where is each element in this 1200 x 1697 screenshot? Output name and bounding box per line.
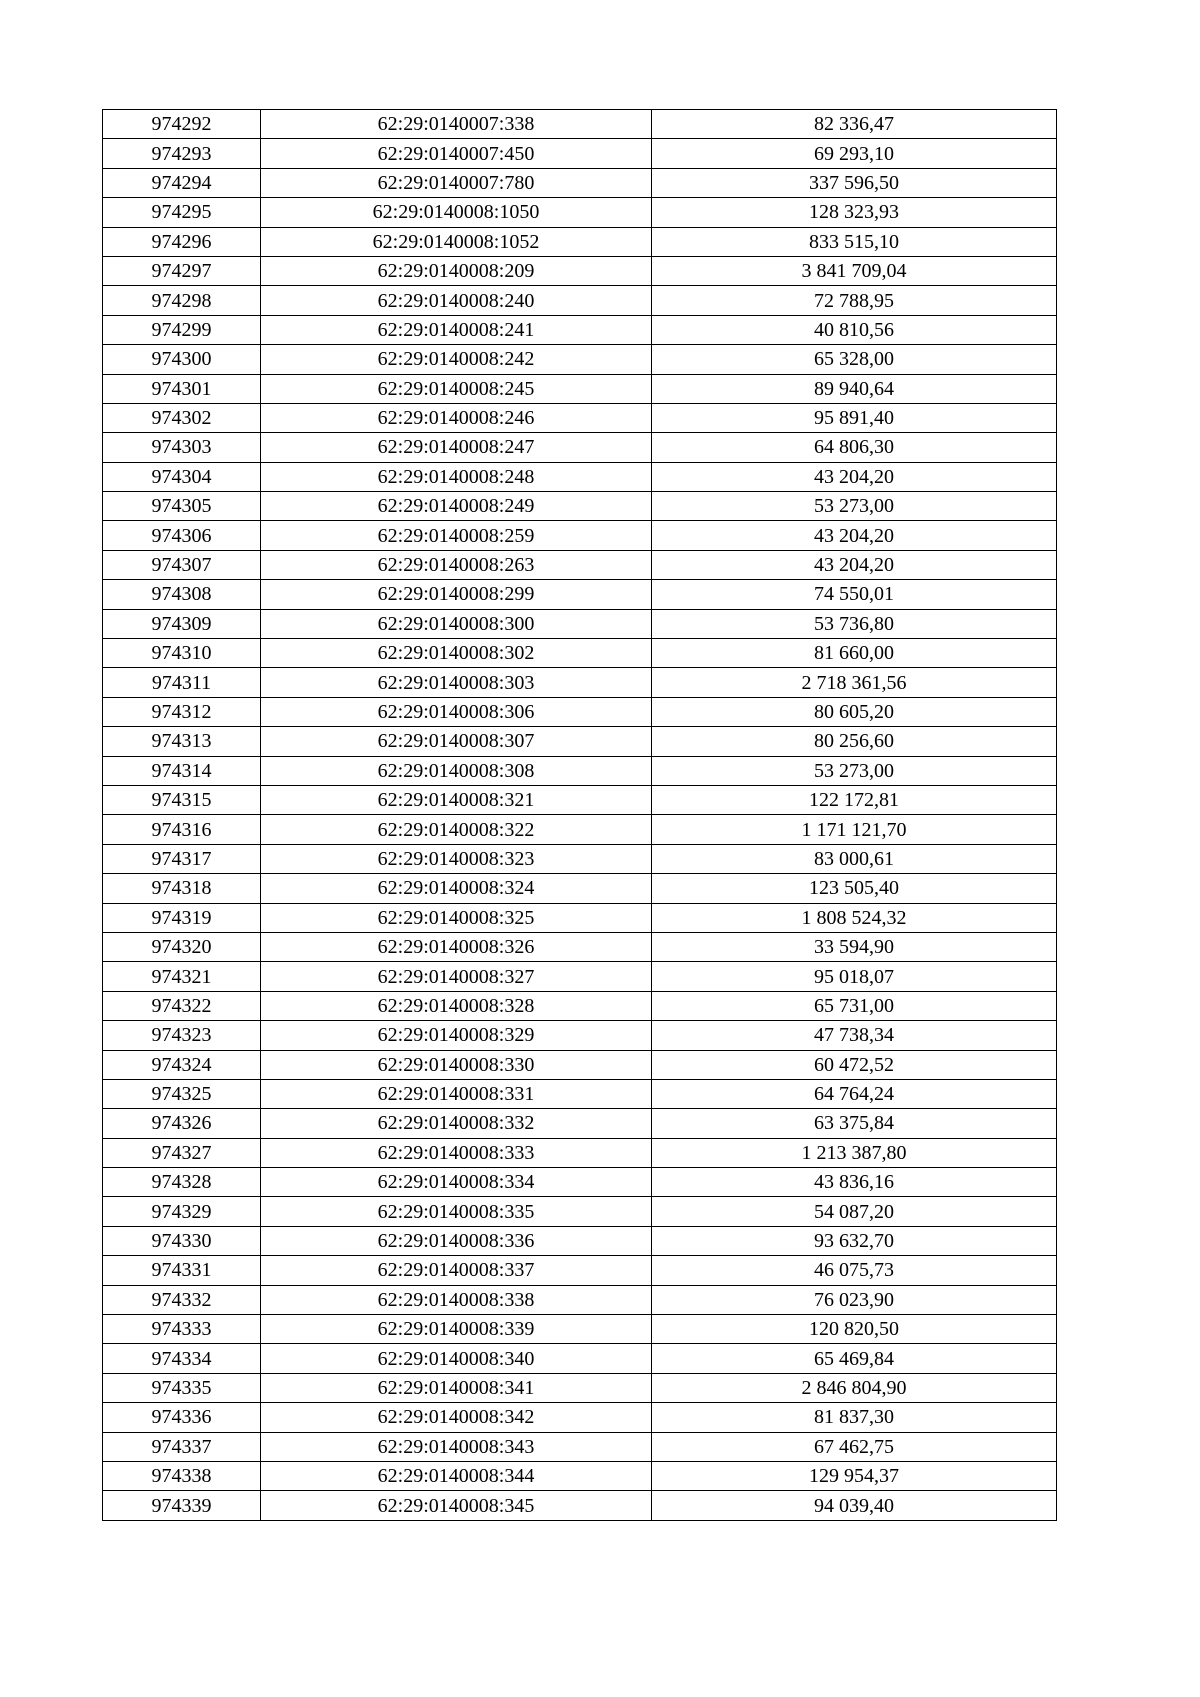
cadastral-number-cell: 62:29:0140008:303 — [261, 668, 652, 697]
table-row — [103, 462, 1057, 491]
cadastral-value-table — [102, 109, 1057, 1521]
cadastral-number-cell: 62:29:0140008:327 — [261, 962, 652, 991]
cadastral-value-cell: 53 736,80 — [652, 609, 1057, 638]
cadastral-number-cell: 62:29:0140008:337 — [261, 1256, 652, 1285]
row-number-cell: 974298 — [103, 286, 261, 315]
row-number-cell: 974308 — [103, 580, 261, 609]
row-number-cell: 974327 — [103, 1138, 261, 1167]
cadastral-value-cell: 80 256,60 — [652, 727, 1057, 756]
cadastral-value-cell: 129 954,37 — [652, 1461, 1057, 1490]
cadastral-value-cell: 54 087,20 — [652, 1197, 1057, 1226]
row-number-cell: 974317 — [103, 844, 261, 873]
cadastral-number-cell: 62:29:0140008:306 — [261, 697, 652, 726]
table-row — [103, 1256, 1057, 1285]
table-row — [103, 286, 1057, 315]
row-number-cell: 974325 — [103, 1079, 261, 1108]
table-row — [103, 1432, 1057, 1461]
cadastral-number-cell: 62:29:0140008:339 — [261, 1315, 652, 1344]
cadastral-number-cell: 62:29:0140008:332 — [261, 1109, 652, 1138]
table-row — [103, 345, 1057, 374]
cadastral-number-cell: 62:29:0140008:240 — [261, 286, 652, 315]
row-number-cell: 974334 — [103, 1344, 261, 1373]
cadastral-number-cell: 62:29:0140008:338 — [261, 1285, 652, 1314]
cadastral-value-cell: 122 172,81 — [652, 785, 1057, 814]
cadastral-value-cell: 53 273,00 — [652, 492, 1057, 521]
cadastral-value-cell: 47 738,34 — [652, 1021, 1057, 1050]
cadastral-value-cell: 80 605,20 — [652, 697, 1057, 726]
cadastral-value-cell: 337 596,50 — [652, 168, 1057, 197]
table-row — [103, 639, 1057, 668]
cadastral-value-cell: 69 293,10 — [652, 139, 1057, 168]
row-number-cell: 974319 — [103, 903, 261, 932]
cadastral-number-cell: 62:29:0140008:1052 — [261, 227, 652, 256]
table-row — [103, 256, 1057, 285]
cadastral-number-cell: 62:29:0140008:300 — [261, 609, 652, 638]
table-row — [103, 1373, 1057, 1402]
cadastral-number-cell: 62:29:0140008:248 — [261, 462, 652, 491]
cadastral-value-cell: 95 891,40 — [652, 403, 1057, 432]
cadastral-number-cell: 62:29:0140007:450 — [261, 139, 652, 168]
row-number-cell: 974318 — [103, 874, 261, 903]
cadastral-value-cell: 1 171 121,70 — [652, 815, 1057, 844]
table-row — [103, 521, 1057, 550]
row-number-cell: 974320 — [103, 932, 261, 961]
cadastral-number-cell: 62:29:0140008:331 — [261, 1079, 652, 1108]
table-row — [103, 1138, 1057, 1167]
cadastral-value-cell: 81 837,30 — [652, 1403, 1057, 1432]
table-row — [103, 697, 1057, 726]
table-row — [103, 403, 1057, 432]
cadastral-value-cell: 43 204,20 — [652, 550, 1057, 579]
row-number-cell: 974310 — [103, 639, 261, 668]
cadastral-value-cell: 83 000,61 — [652, 844, 1057, 873]
cadastral-value-cell: 65 731,00 — [652, 991, 1057, 1020]
cadastral-number-cell: 62:29:0140008:336 — [261, 1226, 652, 1255]
cadastral-number-cell: 62:29:0140008:334 — [261, 1168, 652, 1197]
row-number-cell: 974313 — [103, 727, 261, 756]
table-row — [103, 492, 1057, 521]
row-number-cell: 974311 — [103, 668, 261, 697]
table-row — [103, 1168, 1057, 1197]
cadastral-number-cell: 62:29:0140008:322 — [261, 815, 652, 844]
cadastral-number-cell: 62:29:0140008:323 — [261, 844, 652, 873]
cadastral-value-cell: 72 788,95 — [652, 286, 1057, 315]
cadastral-number-cell: 62:29:0140007:338 — [261, 110, 652, 139]
row-number-cell: 974299 — [103, 315, 261, 344]
cadastral-value-cell: 833 515,10 — [652, 227, 1057, 256]
cadastral-number-cell: 62:29:0140008:241 — [261, 315, 652, 344]
table-row — [103, 1403, 1057, 1432]
table-row — [103, 932, 1057, 961]
cadastral-number-cell: 62:29:0140008:328 — [261, 991, 652, 1020]
table-row — [103, 756, 1057, 785]
cadastral-value-cell: 40 810,56 — [652, 315, 1057, 344]
row-number-cell: 974329 — [103, 1197, 261, 1226]
row-number-cell: 974336 — [103, 1403, 261, 1432]
cadastral-value-cell: 94 039,40 — [652, 1491, 1057, 1520]
row-number-cell: 974293 — [103, 139, 261, 168]
cadastral-value-cell: 123 505,40 — [652, 874, 1057, 903]
cadastral-value-cell: 81 660,00 — [652, 639, 1057, 668]
cadastral-value-cell: 74 550,01 — [652, 580, 1057, 609]
row-number-cell: 974315 — [103, 785, 261, 814]
cadastral-number-cell: 62:29:0140008:1050 — [261, 198, 652, 227]
row-number-cell: 974300 — [103, 345, 261, 374]
cadastral-number-cell: 62:29:0140008:344 — [261, 1461, 652, 1490]
table-row — [103, 580, 1057, 609]
row-number-cell: 974307 — [103, 550, 261, 579]
row-number-cell: 974312 — [103, 697, 261, 726]
cadastral-number-cell: 62:29:0140008:259 — [261, 521, 652, 550]
row-number-cell: 974303 — [103, 433, 261, 462]
row-number-cell: 974332 — [103, 1285, 261, 1314]
cadastral-number-cell: 62:29:0140008:245 — [261, 374, 652, 403]
cadastral-value-cell: 95 018,07 — [652, 962, 1057, 991]
table-row — [103, 1197, 1057, 1226]
cadastral-number-cell: 62:29:0140008:321 — [261, 785, 652, 814]
row-number-cell: 974309 — [103, 609, 261, 638]
cadastral-number-cell: 62:29:0140008:341 — [261, 1373, 652, 1402]
table-row — [103, 1079, 1057, 1108]
row-number-cell: 974339 — [103, 1491, 261, 1520]
cadastral-number-cell: 62:29:0140008:307 — [261, 727, 652, 756]
row-number-cell: 974294 — [103, 168, 261, 197]
row-number-cell: 974314 — [103, 756, 261, 785]
cadastral-value-cell: 60 472,52 — [652, 1050, 1057, 1079]
cadastral-number-cell: 62:29:0140008:330 — [261, 1050, 652, 1079]
cadastral-number-cell: 62:29:0140008:302 — [261, 639, 652, 668]
cadastral-value-cell: 2 718 361,56 — [652, 668, 1057, 697]
cadastral-value-cell: 82 336,47 — [652, 110, 1057, 139]
row-number-cell: 974337 — [103, 1432, 261, 1461]
table-row — [103, 609, 1057, 638]
row-number-cell: 974330 — [103, 1226, 261, 1255]
table-row — [103, 315, 1057, 344]
cadastral-value-cell: 89 940,64 — [652, 374, 1057, 403]
table-row — [103, 1461, 1057, 1490]
cadastral-number-cell: 62:29:0140008:299 — [261, 580, 652, 609]
row-number-cell: 974333 — [103, 1315, 261, 1344]
cadastral-number-cell: 62:29:0140008:333 — [261, 1138, 652, 1167]
cadastral-number-cell: 62:29:0140008:342 — [261, 1403, 652, 1432]
cadastral-number-cell: 62:29:0140008:343 — [261, 1432, 652, 1461]
table-row — [103, 874, 1057, 903]
row-number-cell: 974324 — [103, 1050, 261, 1079]
table-row — [103, 844, 1057, 873]
table-row — [103, 1315, 1057, 1344]
row-number-cell: 974323 — [103, 1021, 261, 1050]
table-row — [103, 991, 1057, 1020]
cadastral-value-cell: 3 841 709,04 — [652, 256, 1057, 285]
row-number-cell: 974295 — [103, 198, 261, 227]
cadastral-value-cell: 64 764,24 — [652, 1079, 1057, 1108]
cadastral-number-cell: 62:29:0140008:242 — [261, 345, 652, 374]
cadastral-value-cell: 53 273,00 — [652, 756, 1057, 785]
table-row — [103, 374, 1057, 403]
table-body — [103, 110, 1057, 1521]
table-row — [103, 1050, 1057, 1079]
cadastral-value-cell: 120 820,50 — [652, 1315, 1057, 1344]
table-row — [103, 198, 1057, 227]
table-row — [103, 727, 1057, 756]
table-row — [103, 433, 1057, 462]
cadastral-value-cell: 65 328,00 — [652, 345, 1057, 374]
cadastral-value-cell: 1 808 524,32 — [652, 903, 1057, 932]
table-row — [103, 227, 1057, 256]
row-number-cell: 974297 — [103, 256, 261, 285]
table-row — [103, 962, 1057, 991]
row-number-cell: 974331 — [103, 1256, 261, 1285]
table-row — [103, 1021, 1057, 1050]
cadastral-number-cell: 62:29:0140008:209 — [261, 256, 652, 285]
cadastral-number-cell: 62:29:0140008:249 — [261, 492, 652, 521]
table-row — [103, 1344, 1057, 1373]
cadastral-value-cell: 93 632,70 — [652, 1226, 1057, 1255]
cadastral-value-cell: 46 075,73 — [652, 1256, 1057, 1285]
cadastral-number-cell: 62:29:0140008:325 — [261, 903, 652, 932]
cadastral-number-cell: 62:29:0140008:246 — [261, 403, 652, 432]
cadastral-number-cell: 62:29:0140008:340 — [261, 1344, 652, 1373]
row-number-cell: 974305 — [103, 492, 261, 521]
cadastral-value-cell: 33 594,90 — [652, 932, 1057, 961]
row-number-cell: 974326 — [103, 1109, 261, 1138]
cadastral-value-cell: 67 462,75 — [652, 1432, 1057, 1461]
cadastral-value-cell: 43 204,20 — [652, 521, 1057, 550]
table-row — [103, 1226, 1057, 1255]
cadastral-value-cell: 128 323,93 — [652, 198, 1057, 227]
cadastral-number-cell: 62:29:0140008:329 — [261, 1021, 652, 1050]
row-number-cell: 974304 — [103, 462, 261, 491]
cadastral-number-cell: 62:29:0140008:247 — [261, 433, 652, 462]
cadastral-number-cell: 62:29:0140008:308 — [261, 756, 652, 785]
cadastral-number-cell: 62:29:0140008:345 — [261, 1491, 652, 1520]
cadastral-value-cell: 43 204,20 — [652, 462, 1057, 491]
row-number-cell: 974306 — [103, 521, 261, 550]
cadastral-value-cell: 64 806,30 — [652, 433, 1057, 462]
cadastral-value-cell: 1 213 387,80 — [652, 1138, 1057, 1167]
cadastral-number-cell: 62:29:0140008:324 — [261, 874, 652, 903]
row-number-cell: 974338 — [103, 1461, 261, 1490]
row-number-cell: 974322 — [103, 991, 261, 1020]
table-row — [103, 785, 1057, 814]
table-row — [103, 110, 1057, 139]
cadastral-number-cell: 62:29:0140008:326 — [261, 932, 652, 961]
table-row — [103, 1285, 1057, 1314]
cadastral-value-cell: 65 469,84 — [652, 1344, 1057, 1373]
table-row — [103, 139, 1057, 168]
table-row — [103, 668, 1057, 697]
table-row — [103, 1109, 1057, 1138]
row-number-cell: 974335 — [103, 1373, 261, 1402]
row-number-cell: 974296 — [103, 227, 261, 256]
row-number-cell: 974301 — [103, 374, 261, 403]
table-row — [103, 550, 1057, 579]
table-row — [103, 815, 1057, 844]
cadastral-number-cell: 62:29:0140007:780 — [261, 168, 652, 197]
table-row — [103, 903, 1057, 932]
row-number-cell: 974292 — [103, 110, 261, 139]
cadastral-value-cell: 2 846 804,90 — [652, 1373, 1057, 1402]
row-number-cell: 974302 — [103, 403, 261, 432]
table-row — [103, 1491, 1057, 1520]
cadastral-number-cell: 62:29:0140008:335 — [261, 1197, 652, 1226]
row-number-cell: 974328 — [103, 1168, 261, 1197]
table-row — [103, 168, 1057, 197]
cadastral-value-cell: 76 023,90 — [652, 1285, 1057, 1314]
row-number-cell: 974321 — [103, 962, 261, 991]
cadastral-value-cell: 43 836,16 — [652, 1168, 1057, 1197]
row-number-cell: 974316 — [103, 815, 261, 844]
cadastral-value-cell: 63 375,84 — [652, 1109, 1057, 1138]
cadastral-number-cell: 62:29:0140008:263 — [261, 550, 652, 579]
